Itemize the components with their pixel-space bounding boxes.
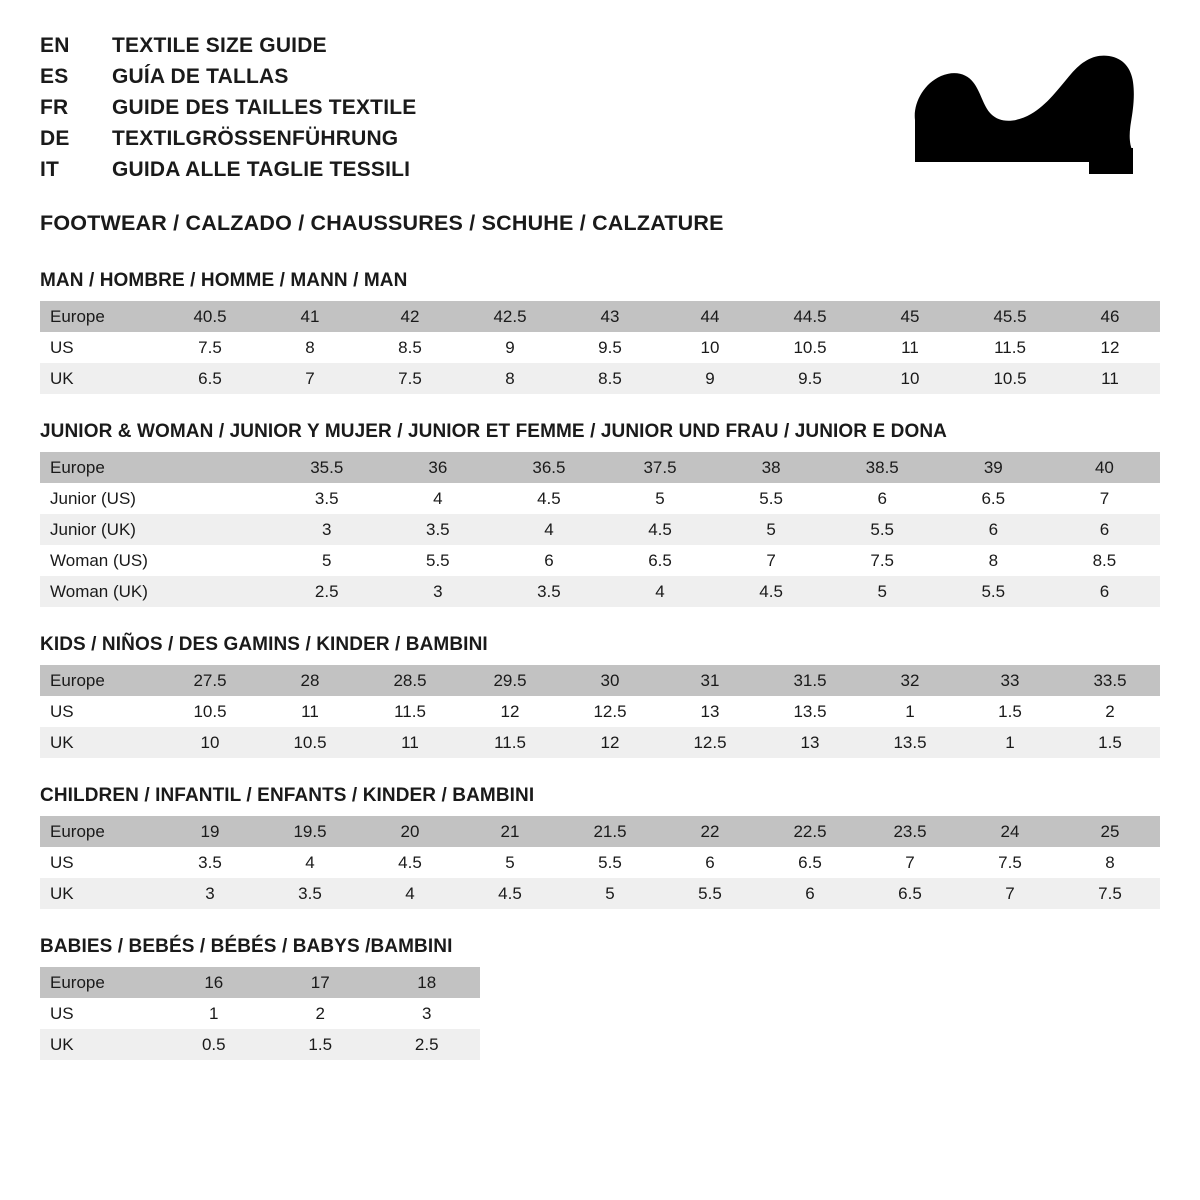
table-row <box>40 696 1160 727</box>
language-title: GUIDE DES TAILLES TEXTILE <box>112 96 417 119</box>
cell: 5 <box>271 545 382 576</box>
cell: 28.5 <box>360 665 460 696</box>
cell: 9.5 <box>560 332 660 363</box>
cell: 4 <box>382 483 493 514</box>
cell <box>160 545 271 576</box>
cell: 6 <box>760 878 860 909</box>
section-babies <box>40 936 1160 1060</box>
cell: 6 <box>1049 576 1160 607</box>
cell: 2.5 <box>271 576 382 607</box>
cell: 2.5 <box>373 1029 480 1060</box>
cell: 2 <box>1060 696 1160 727</box>
cell: 28 <box>260 665 360 696</box>
cell: 3 <box>382 576 493 607</box>
cell: 8.5 <box>1049 545 1160 576</box>
cell: 13 <box>660 696 760 727</box>
cell: 31 <box>660 665 760 696</box>
cell: 11 <box>1060 363 1160 394</box>
section-man <box>40 270 1160 394</box>
cell: 6 <box>938 514 1049 545</box>
row-label: UK <box>40 878 160 909</box>
size-table-children <box>40 816 1160 909</box>
cell: 45 <box>860 301 960 332</box>
cell: 3.5 <box>260 878 360 909</box>
cell: 5 <box>460 847 560 878</box>
section-kids <box>40 634 1160 758</box>
cell: 42.5 <box>460 301 560 332</box>
cell: 1.5 <box>960 696 1060 727</box>
row-label: Woman (UK) <box>40 576 160 607</box>
cell: 1.5 <box>267 1029 373 1060</box>
cell: 11 <box>360 727 460 758</box>
language-code: DE <box>40 127 70 150</box>
size-table-kids <box>40 665 1160 758</box>
cell: 40.5 <box>160 301 260 332</box>
cell: 37.5 <box>604 452 715 483</box>
cell: 8 <box>938 545 1049 576</box>
cell: 19 <box>160 816 260 847</box>
cell: 8 <box>460 363 560 394</box>
cell: 43 <box>560 301 660 332</box>
cell: 12 <box>1060 332 1160 363</box>
cell: 36 <box>382 452 493 483</box>
table-row <box>40 878 1160 909</box>
cell: 5.5 <box>827 514 938 545</box>
cell: 6.5 <box>860 878 960 909</box>
cell: 3.5 <box>382 514 493 545</box>
cell: 44 <box>660 301 760 332</box>
cell: 5.5 <box>660 878 760 909</box>
language-code: EN <box>40 34 70 57</box>
cell: 40 <box>1049 452 1160 483</box>
cell: 35.5 <box>271 452 382 483</box>
cell: 11.5 <box>460 727 560 758</box>
cell: 1.5 <box>1060 727 1160 758</box>
cell: 30 <box>560 665 660 696</box>
table-row <box>40 727 1160 758</box>
section-title: KIDS / NIÑOS / DES GAMINS / KINDER / BAMBINI <box>40 634 488 655</box>
row-label: UK <box>40 727 160 758</box>
section-title: CHILDREN / INFANTIL / ENFANTS / KINDER / BAMBINI <box>40 785 535 806</box>
cell: 45.5 <box>960 301 1060 332</box>
cell: 10 <box>660 332 760 363</box>
table-row <box>40 483 1160 514</box>
cell: 8 <box>1060 847 1160 878</box>
row-label: US <box>40 847 160 878</box>
cell: 11 <box>260 696 360 727</box>
cell: 23.5 <box>860 816 960 847</box>
language-code: FR <box>40 96 69 119</box>
cell: 7 <box>1049 483 1160 514</box>
cell: 8.5 <box>560 363 660 394</box>
cell: 6 <box>493 545 604 576</box>
table-row <box>40 363 1160 394</box>
cell: 11.5 <box>960 332 1060 363</box>
cell: 10 <box>860 363 960 394</box>
row-label: UK <box>40 1029 161 1060</box>
size-table-man <box>40 301 1160 394</box>
table-row <box>40 816 1160 847</box>
cell: 19.5 <box>260 816 360 847</box>
cell: 5.5 <box>716 483 827 514</box>
cell: 4.5 <box>716 576 827 607</box>
cell: 9 <box>660 363 760 394</box>
cell: 17 <box>267 967 373 998</box>
table-row <box>40 301 1160 332</box>
cell: 5 <box>560 878 660 909</box>
table-row <box>40 545 1160 576</box>
cell: 8 <box>260 332 360 363</box>
cell: 5.5 <box>382 545 493 576</box>
table-row <box>40 998 480 1029</box>
size-table-junior-woman <box>40 452 1160 607</box>
cell: 10 <box>160 727 260 758</box>
cell: 9 <box>460 332 560 363</box>
cell: 12.5 <box>560 696 660 727</box>
cell: 1 <box>960 727 1060 758</box>
cell: 4.5 <box>493 483 604 514</box>
cell: 6 <box>1049 514 1160 545</box>
cell: 5.5 <box>938 576 1049 607</box>
cell: 7 <box>260 363 360 394</box>
cell: 10.5 <box>160 696 260 727</box>
cell: 22.5 <box>760 816 860 847</box>
cell: 7 <box>960 878 1060 909</box>
cell: 24 <box>960 816 1060 847</box>
section-junior-woman <box>40 421 1160 607</box>
table-row <box>40 514 1160 545</box>
cell: 5 <box>716 514 827 545</box>
cell: 7.5 <box>360 363 460 394</box>
table-row <box>40 452 1160 483</box>
cell: 38.5 <box>827 452 938 483</box>
section-title: MAN / HOMBRE / HOMME / MANN / MAN <box>40 270 408 291</box>
cell <box>160 576 271 607</box>
row-label: Europe <box>40 452 160 483</box>
cell: 42 <box>360 301 460 332</box>
cell: 16 <box>161 967 267 998</box>
cell <box>160 514 271 545</box>
table-row <box>40 332 1160 363</box>
cell: 6 <box>660 847 760 878</box>
table-row <box>40 665 1160 696</box>
cell: 31.5 <box>760 665 860 696</box>
cell <box>160 483 271 514</box>
table-row <box>40 847 1160 878</box>
cell: 10.5 <box>760 332 860 363</box>
cell: 0.5 <box>161 1029 267 1060</box>
cell: 8.5 <box>360 332 460 363</box>
row-label: Europe <box>40 816 160 847</box>
row-label: Junior (US) <box>40 483 160 514</box>
cell: 12 <box>560 727 660 758</box>
table-row <box>40 1029 480 1060</box>
cell: 12.5 <box>660 727 760 758</box>
row-label: UK <box>40 363 160 394</box>
row-label: US <box>40 998 161 1029</box>
cell: 2 <box>267 998 373 1029</box>
cell: 9.5 <box>760 363 860 394</box>
language-title: TEXTILGRÖSSENFÜHRUNG <box>112 127 399 150</box>
row-label: Junior (UK) <box>40 514 160 545</box>
cell: 6.5 <box>760 847 860 878</box>
cell: 36.5 <box>493 452 604 483</box>
table-row <box>40 967 480 998</box>
section-children <box>40 785 1160 909</box>
cell: 7 <box>860 847 960 878</box>
cell: 5.5 <box>560 847 660 878</box>
cell: 13.5 <box>760 696 860 727</box>
cell: 10.5 <box>260 727 360 758</box>
cell: 4 <box>493 514 604 545</box>
cell: 7.5 <box>827 545 938 576</box>
cell: 11.5 <box>360 696 460 727</box>
cell: 38 <box>716 452 827 483</box>
cell: 10.5 <box>960 363 1060 394</box>
cell: 11 <box>860 332 960 363</box>
cell: 33 <box>960 665 1060 696</box>
cell: 4.5 <box>360 847 460 878</box>
cell: 13 <box>760 727 860 758</box>
cell: 3.5 <box>160 847 260 878</box>
row-label: US <box>40 696 160 727</box>
cell: 3 <box>373 998 480 1029</box>
cell: 29.5 <box>460 665 560 696</box>
cell: 5 <box>827 576 938 607</box>
row-label: Europe <box>40 301 160 332</box>
cell: 21.5 <box>560 816 660 847</box>
cell: 33.5 <box>1060 665 1160 696</box>
row-label: Woman (US) <box>40 545 160 576</box>
language-title: TEXTILE SIZE GUIDE <box>112 34 327 57</box>
cell: 39 <box>938 452 1049 483</box>
section-title: BABIES / BEBÉS / BÉBÉS / BABYS /BAMBINI <box>40 936 453 957</box>
cell <box>160 452 271 483</box>
cell: 21 <box>460 816 560 847</box>
cell: 1 <box>860 696 960 727</box>
cell: 22 <box>660 816 760 847</box>
size-table-babies <box>40 967 480 1060</box>
cell: 25 <box>1060 816 1160 847</box>
cell: 6.5 <box>160 363 260 394</box>
cell: 7.5 <box>960 847 1060 878</box>
cell: 4 <box>360 878 460 909</box>
cell: 27.5 <box>160 665 260 696</box>
cell: 1 <box>161 998 267 1029</box>
dress-shoe-icon <box>795 48 1145 188</box>
cell: 7 <box>716 545 827 576</box>
cell: 12 <box>460 696 560 727</box>
category-title: FOOTWEAR / CALZADO / CHAUSSURES / SCHUHE / CALZATURE <box>40 211 724 235</box>
cell: 3 <box>160 878 260 909</box>
cell: 3.5 <box>271 483 382 514</box>
language-code: IT <box>40 158 60 181</box>
language-title: GUIDA ALLE TAGLIE TESSILI <box>112 158 411 181</box>
cell: 4.5 <box>460 878 560 909</box>
cell: 5 <box>604 483 715 514</box>
cell: 3 <box>271 514 382 545</box>
section-title: JUNIOR & WOMAN / JUNIOR Y MUJER / JUNIOR ET FEMME / JUNIOR UND FRAU / JUNIOR E DONA <box>40 421 948 442</box>
cell: 4 <box>604 576 715 607</box>
cell: 6 <box>827 483 938 514</box>
cell: 18 <box>373 967 480 998</box>
cell: 7.5 <box>1060 878 1160 909</box>
cell: 3.5 <box>493 576 604 607</box>
cell: 20 <box>360 816 460 847</box>
cell: 41 <box>260 301 360 332</box>
row-label: Europe <box>40 665 160 696</box>
row-label: Europe <box>40 967 161 998</box>
language-code: ES <box>40 65 69 88</box>
cell: 6.5 <box>938 483 1049 514</box>
cell: 4 <box>260 847 360 878</box>
row-label: US <box>40 332 160 363</box>
cell: 32 <box>860 665 960 696</box>
table-row <box>40 576 1160 607</box>
cell: 6.5 <box>604 545 715 576</box>
language-title: GUÍA DE TALLAS <box>112 65 289 88</box>
cell: 7.5 <box>160 332 260 363</box>
cell: 46 <box>1060 301 1160 332</box>
cell: 4.5 <box>604 514 715 545</box>
cell: 13.5 <box>860 727 960 758</box>
cell: 44.5 <box>760 301 860 332</box>
